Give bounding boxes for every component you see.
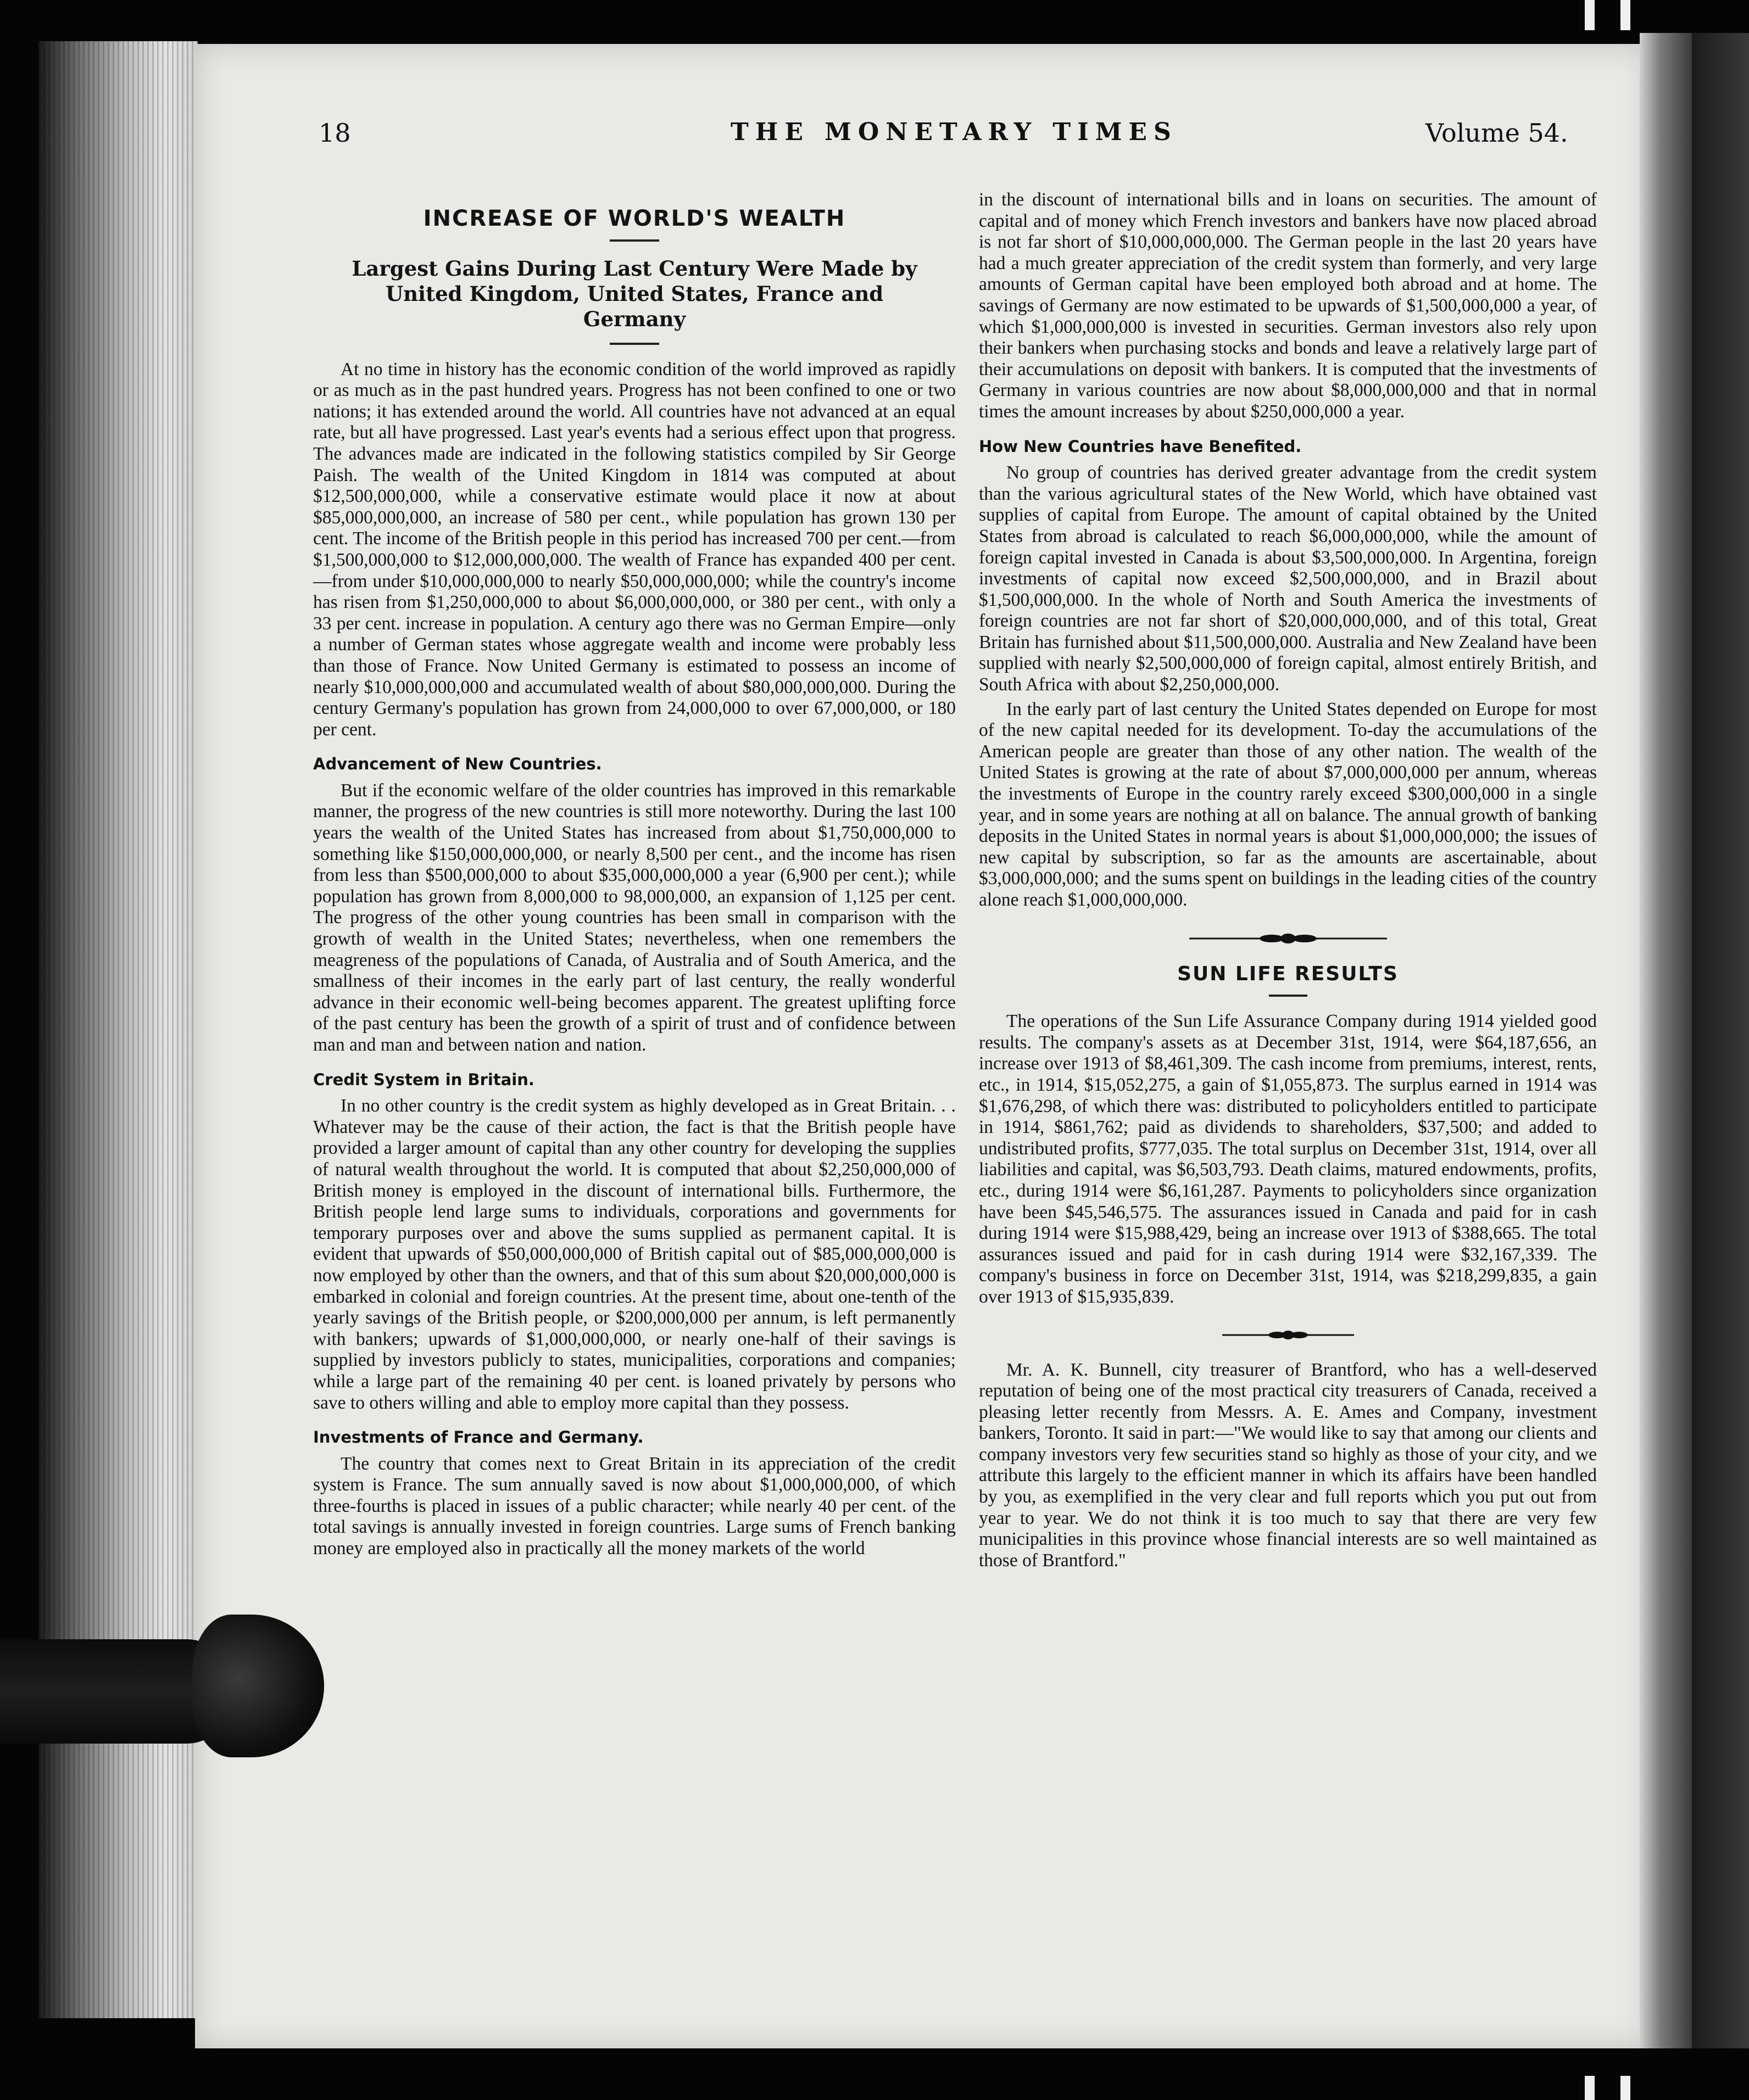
section-heading: Investments of France and Germany.	[313, 1428, 644, 1447]
article-subtitle: Largest Gains During Last Century Were Made by United Kingdom, United States, France and Germany	[352, 256, 917, 331]
adjacent-page	[1692, 33, 1749, 2048]
section-paragraph: In no other country is the credit system as highly developed as in Great Britain. . . Whatever may be the cause of their action, the fact is that the British people have provided a larger amount of capital than any other country for developing the supplies of natural wealth throughout the world. It is computed that about $2,250,000,000 of British money is employed in the discount of international bills. Furthermore, the British people lend large sums to individuals, corporations and governments for temporary purposes over and above the sums supplied as permanent capital. It is evident that upwards of $50,000,000,000 of British capital out of $85,000,000,000 is now employed by other than the owners, and that of this sum about $20,000,000,000 is embarked in colonial and foreign countries. At the present time, about one-tenth of the yearly savings of the British people, or $200,000,000 per annum, is left permanently with bankers; upwards of $1,000,000,000, or nearly one-half of their savings is supplied by investors publicly to states, municipalities, corporations and companies; while a large part of the remaining 40 per cent. is loaned privately by persons who save to others willing and able to employ more capital than they possess.	[313, 1096, 956, 1413]
article-paragraph: Mr. A. K. Bunnell, city treasurer of Brantford, who has a well-deserved reputation of being one of the most practical city treasurers of Canada, received a pleasing letter recently from Messrs. A. E. Ames and Company, investment bankers, Toronto. It said in part:—"We would like to say that among our clients and company investors very few securities stand so highly as those of your city, and we attribute this largely to the efficient manner in which its affairs have been handled by you, as exemplified in the very clear and full reports which you put out from year to year. We do not think it is too much to say that there are very few municipalities in this province whose financial interests are so well maintained as those of Brantford."	[979, 1359, 1597, 1571]
section-heading: How New Countries have Benefited.	[979, 437, 1302, 456]
page-number: 18	[319, 118, 351, 148]
section-heading: Credit System in Britain.	[313, 1070, 534, 1089]
film-mark	[1620, 2076, 1630, 2100]
film-mark	[1585, 0, 1595, 30]
article-paragraph: The operations of the Sun Life Assurance Company during 1914 yielded good results. The company's assets as at December 31st, 1914, were $64,187,656, an increase over 1913 of $8,461,309. The cash income from premiums, interest, rents, etc., in 1914, $15,052,275, a gain of $1,055,873. The surplus earned in 1914 was $1,676,298, of which there was: distributed to policyholders entitled to participate in 1914, $861,762; paid as dividends to shareholders, $37,500; and added to undistributed profits, $777,035. The total surplus on December 31st, 1914, over all liabilities and capital, was $6,503,793. Death claims, matured endowments, profits, etc., during 1914 were $6,161,287. Payments to policyholders since organization have been $45,546,575. The assurances issued in Canada and paid for in cash during 1914 were $15,988,429, being an increase over 1913 of $388,665. The total assurances issued and paid for in cash during 1914 were $32,167,339. The company's business in force on December 31st, 1914, was $218,299,835, a gain over 1913 of $15,935,839.	[979, 1011, 1597, 1307]
book-gutter	[1640, 33, 1700, 2048]
article-title: SUN LIFE RESULTS	[1177, 962, 1399, 985]
ornament-divider	[979, 932, 1597, 945]
film-mark	[1585, 2076, 1595, 2100]
section-paragraph: But if the economic welfare of the older countries has improved in this remarkable manner, the progress of the new countries is still more noteworthy. During the last 100 years the wealth of the United States has increased from about $1,750,000,000 to something like $150,000,000,000, or nearly 8,500 per cent., and the income has risen from less than $500,000,000 to about $35,000,000,000 a year (6,900 per cent.); while population has grown from 8,000,000 to 98,000,000, an expansion of 1,125 per cent. The progress of the other young countries has been small in comparison with the growth of wealth in the United States; nevertheless, when one remembers the meagreness of the populations of Canada, of Australia and of South America, and the smallness of their incomes in the early part of last century, the really wonderful advance in their economic well-being becomes apparent. The greatest uplifting force of the past century has been the growth of a spirit of trust and of confidence between man and man and between nation and nation.	[313, 780, 956, 1055]
volume-label: Volume 54.	[1425, 118, 1568, 148]
title-rule	[1269, 995, 1307, 997]
subtitle-rule	[610, 343, 659, 345]
ornament-divider	[979, 1329, 1597, 1341]
title-rule	[610, 239, 659, 242]
left-column	[313, 195, 956, 1563]
intro-paragraph: At no time in history has the economic condition of the world improved as rapidly or as much as in the past hundred years. Progress has not been confined to one or two nations; it has extended around the world. All countries have not advanced at an equal rate, but all have progressed. Last year's events had a serious effect upon that progress. The advances made are indicated in the following statistics compiled by Sir George Paish. The wealth of the United Kingdom in 1814 was computed at about $12,500,000,000, while a conservative estimate would place it now at about $85,000,000,000, an increase of 580 per cent., while population has grown 130 per cent. The income of the British people in this period has increased 700 per cent.—from $1,500,000,000 to $12,000,000,000. The wealth of France has expanded 400 per cent.—from under $10,000,000,000 to nearly $50,000,000,000; while the country's income has risen from $1,250,000,000 to about $6,000,000,000, or 380 per cent., with only a 33 per cent. increase in population. A century ago there was no German Empire—only a number of German states whose aggregate wealth and income were probably less than those of France. Now United Germany is estimated to possess an income of nearly $10,000,000,000 and accumulated wealth of about $80,000,000,000. During the century Germany's population has grown from 24,000,000 to over 67,000,000, or 180 per cent.	[313, 359, 956, 740]
journal-title: THE MONETARY TIMES	[731, 118, 1178, 146]
film-mark	[1620, 0, 1630, 30]
article-title: INCREASE OF WORLD'S WEALTH	[423, 206, 846, 231]
right-column	[979, 189, 1597, 1574]
section-paragraph: In the early part of last century the United States depended on Europe for most of the new capital needed for its development. To-day the accumulations of the American people are greater than those of any other nation. The wealth of the United States is growing at the rate of about $7,000,000,000 per annum, whereas the investments of Europe in the country rarely exceed $300,000,000 in a single year, and in some years are nothing at all on balance. The annual growth of banking deposits in the United States in normal years is about $1,000,000,000; the issues of new capital by subscription, so far as the amounts are ascertainable, about $3,000,000,000; and the sums spent on buildings in the leading cities of the country alone reach $1,000,000,000.	[979, 699, 1597, 910]
continued-paragraph: in the discount of international bills and in loans on securities. The amount of capital and of money which French investors and bankers have now placed abroad is not far short of $10,000,000,000. The German people in the last 20 years have had a much greater appreciation of the credit system than formerly, and very large amounts of German capital have been employed both abroad and at home. The savings of Germany are now estimated to be upwards of $1,500,000,000 a year, of which $1,000,000,000 is invested in securities. German investors also rely upon their bankers when purchasing stocks and bonds and leave a relatively large part of their accumulations on deposit with bankers. It is computed that the investments of Germany in various countries are now about $8,000,000,000 and that in normal times the amount increases by about $250,000,000 a year.	[979, 189, 1597, 422]
section-paragraph: No group of countries has derived greater advantage from the credit system than the various agricultural states of the New World, which have obtained vast supplies of capital from Europe. The amount of capital obtained by the United States from abroad is calculated to reach $6,000,000,000, while the amount of foreign capital invested in Canada is about $3,500,000,000. In Argentina, foreign investments of capital now exceed $2,500,000,000, and in Brazil about $1,500,000,000. In the whole of North and South America the investments of foreign countries are not far short of $20,000,000,000, and of this total, Great Britain has furnished about $11,500,000,000. Australia and New Zealand have been supplied with nearly $2,500,000,000 of foreign capital, almost entirely British, and South Africa with about $2,250,000,000.	[979, 462, 1597, 695]
section-heading: Advancement of New Countries.	[313, 755, 602, 774]
section-paragraph: The country that comes next to Great Britain in its appreciation of the credit system is France. The sum annually saved is now about $1,000,000,000, of which three-fourths is placed in issues of a public character; while nearly 40 per cent. of the total savings is annually invested in foreign countries. Large sums of French banking money are employed also in practically all the money markets of the world	[313, 1453, 956, 1559]
